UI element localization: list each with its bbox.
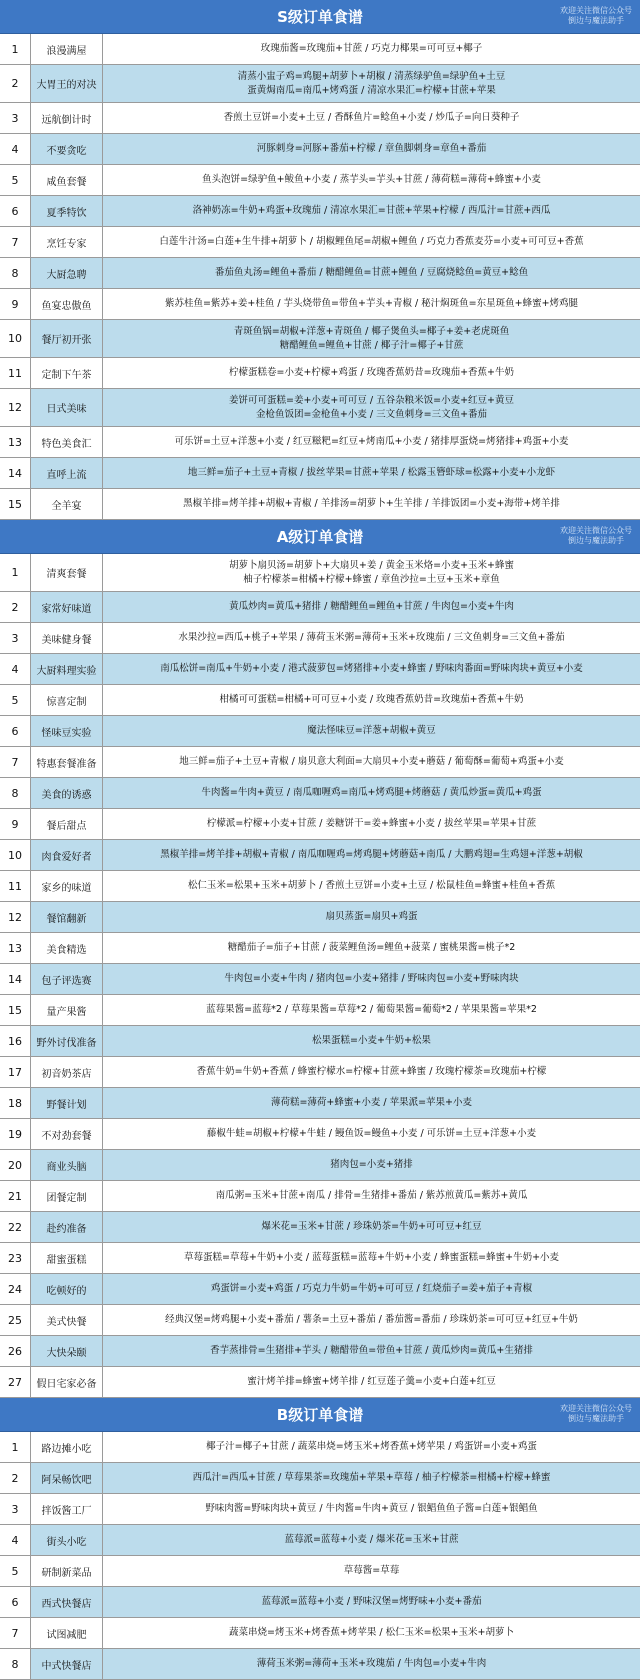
- recipe-row: [0, 1243, 640, 1274]
- recipe-line: 清蒸小盅子鸡=鸡腿+胡萝卜+胡椒 / 清蒸绿驴鱼=绿驴鱼+土豆: [237, 70, 506, 82]
- recipe-list: [103, 1587, 640, 1617]
- order-number: 3: [0, 623, 31, 653]
- order-number: 8: [0, 1649, 31, 1679]
- order-name: 不要贪吃: [31, 134, 103, 164]
- recipe-list: [103, 389, 640, 426]
- recipe-list: [103, 65, 640, 102]
- recipe-list: [103, 623, 640, 653]
- order-number: 26: [0, 1336, 31, 1366]
- recipe-line: 地三鲜=茄子+土豆+青椒 / 扇贝意大利面=大扇贝+小麦+蘑菇 / 葡萄酥=葡萄+鸡蛋+小麦: [179, 756, 564, 767]
- recipe-row: [0, 65, 640, 103]
- recipe-line: 草莓蛋糕=草莓+牛奶+小麦 / 蓝莓蛋糕=蓝莓+牛奶+小麦 / 蜂蜜蛋糕=蜂蜜+牛奶+小麦: [183, 1252, 560, 1263]
- recipe-line: 蓝莓果酱=蓝莓*2 / 草莓果酱=草莓*2 / 葡萄果酱=葡萄*2 / 苹果果酱=苹果*2: [206, 1004, 537, 1015]
- recipe-row: [0, 165, 640, 196]
- recipe-row: [0, 1026, 640, 1057]
- recipe-line: 青斑鱼锅=胡椒+洋葱+青斑鱼 / 椰子煲鱼头=椰子+姜+老虎斑鱼: [233, 325, 510, 337]
- recipe-row: [0, 1274, 640, 1305]
- recipe-row: [0, 427, 640, 458]
- recipe-row: [0, 778, 640, 809]
- recipe-line: 牛肉酱=牛肉+黄豆 / 南瓜咖喱鸡=南瓜+烤鸡腿+烤蘑菇 / 黄瓜炒蛋=黄瓜+鸡蛋: [201, 787, 542, 798]
- recipe-line: 柠檬派=柠檬+小麦+甘蔗 / 姜糖饼干=姜+蜂蜜+小麦 / 拔丝苹果=苹果+甘蔗: [206, 818, 537, 829]
- recipe-list: [103, 1367, 640, 1397]
- order-number: 2: [0, 65, 31, 102]
- recipe-line: 金枪鱼饭团=金枪鱼+小麦 / 三文鱼刺身=三文鱼+番茄: [255, 408, 488, 420]
- order-name: 街头小吃: [31, 1525, 103, 1555]
- order-number: 10: [0, 320, 31, 357]
- recipe-row: [0, 458, 640, 489]
- recipe-row: [0, 1057, 640, 1088]
- recipe-line: 松仁玉米=松果+玉米+胡萝卜 / 香煎土豆饼=小麦+土豆 / 松鼠桂鱼=蜂蜜+桂鱼+香蕉: [187, 880, 556, 891]
- recipe-list: [103, 1243, 640, 1273]
- recipe-line: 柠檬蛋糕卷=小麦+柠檬+鸡蛋 / 玫瑰香蕉奶昔=玫瑰茄+香蕉+牛奶: [228, 367, 514, 378]
- order-name: 美食精选: [31, 933, 103, 963]
- order-name: 假日宅家必备: [31, 1367, 103, 1397]
- recipe-list: [103, 134, 640, 164]
- order-name: 定制下午茶: [31, 358, 103, 388]
- recipe-line: 黄瓜炒肉=黄瓜+猪排 / 糖醋鲤鱼=鲤鱼+甘蔗 / 牛肉包=小麦+牛肉: [229, 601, 514, 612]
- order-name: 研制新菜品: [31, 1556, 103, 1586]
- recipe-line: 松果蛋糕=小麦+牛奶+松果: [312, 1035, 431, 1046]
- recipe-list: [103, 1212, 640, 1242]
- order-name: 日式美味: [31, 389, 103, 426]
- recipe-list: [103, 778, 640, 808]
- order-number: 7: [0, 227, 31, 257]
- order-number: 5: [0, 1556, 31, 1586]
- order-number: 4: [0, 134, 31, 164]
- order-name: 家常好味道: [31, 592, 103, 622]
- watermark: [560, 6, 632, 26]
- order-name: 惊喜定制: [31, 685, 103, 715]
- section-title: B级订单食谱: [276, 1406, 364, 1424]
- recipe-line: 南瓜松饼=南瓜+牛奶+小麦 / 港式菠萝包=烤猪排+小麦+蜂蜜 / 野味肉番面=野味肉块+黄豆+小麦: [160, 663, 583, 674]
- watermark-line: 倒边与魔法助手: [568, 536, 624, 545]
- recipe-row: [0, 685, 640, 716]
- recipe-list: [103, 1026, 640, 1056]
- section-header: [0, 1398, 640, 1432]
- order-name: 不对劲套餐: [31, 1119, 103, 1149]
- order-number: 14: [0, 964, 31, 994]
- recipe-row: [0, 554, 640, 592]
- order-name: 远航倒计时: [31, 103, 103, 133]
- recipe-list: [103, 1556, 640, 1586]
- order-number: 1: [0, 554, 31, 591]
- recipe-line: 草莓酱=草莓: [343, 1565, 400, 1576]
- recipe-row: [0, 1649, 640, 1680]
- order-name: 包子评选赛: [31, 964, 103, 994]
- recipe-row: [0, 358, 640, 389]
- order-name: 中式快餐店: [31, 1649, 103, 1679]
- recipe-row: [0, 196, 640, 227]
- recipe-list: [103, 358, 640, 388]
- recipe-line: 地三鲜=茄子+土豆+青椒 / 拔丝苹果=甘蔗+苹果 / 松露玉簪虾球=松露+小麦+小龙虾: [187, 467, 556, 478]
- order-name: 拌饭酱工厂: [31, 1494, 103, 1524]
- order-number: 15: [0, 995, 31, 1025]
- order-number: 15: [0, 489, 31, 519]
- recipe-line: 爆米花=玉米+甘蔗 / 珍珠奶茶=牛奶+可可豆+红豆: [261, 1221, 482, 1232]
- order-number: 12: [0, 389, 31, 426]
- recipe-line: 魔法怪味豆=洋葱+胡椒+黄豆: [307, 725, 436, 736]
- order-number: 14: [0, 458, 31, 488]
- recipe-line: 河豚刺身=河豚+番茄+柠檬 / 章鱼脚刺身=章鱼+番茄: [256, 143, 487, 154]
- recipe-line: 蜜汁烤羊排=蜂蜜+烤羊排 / 红豆莲子羹=小麦+白莲+红豆: [247, 1376, 496, 1387]
- recipe-row: [0, 933, 640, 964]
- recipe-row: [0, 1181, 640, 1212]
- order-number: 4: [0, 1525, 31, 1555]
- recipe-line: 洛神奶冻=牛奶+鸡蛋+玫瑰茄 / 清凉水果汇=甘蔗+苹果+柠檬 / 西瓜汁=甘蔗+西瓜: [192, 205, 551, 216]
- recipe-row: [0, 654, 640, 685]
- order-name: 餐馆翻新: [31, 902, 103, 932]
- recipe-row: [0, 1556, 640, 1587]
- order-name: 量产果酱: [31, 995, 103, 1025]
- order-number: 8: [0, 258, 31, 288]
- order-number: 2: [0, 592, 31, 622]
- order-number: 12: [0, 902, 31, 932]
- recipe-row: [0, 389, 640, 427]
- order-name: 咸鱼套餐: [31, 165, 103, 195]
- recipe-list: [103, 258, 640, 288]
- order-number: 19: [0, 1119, 31, 1149]
- recipe-list: [103, 1181, 640, 1211]
- recipe-line: 玫瑰茄酱=玫瑰茄+甘蔗 / 巧克力椰果=可可豆+椰子: [260, 43, 483, 54]
- recipe-line: 可乐饼=土豆+洋葱+小麦 / 红豆糍粑=红豆+烤南瓜+小麦 / 猪排厚蛋烧=烤猪排+鸡蛋+小麦: [174, 436, 569, 447]
- order-name: 大胃王的对决: [31, 65, 103, 102]
- recipe-line: 野味肉酱=野味肉块+黄豆 / 牛肉酱=牛肉+黄豆 / 银鲳鱼鱼子酱=白莲+银鲳鱼: [205, 1503, 538, 1514]
- recipe-line: 香煎土豆饼=小麦+土豆 / 香酥鱼片=鲶鱼+小麦 / 炒瓜子=向日葵种子: [223, 112, 520, 123]
- recipe-row: [0, 1212, 640, 1243]
- recipe-row: [0, 747, 640, 778]
- order-name: 初音奶茶店: [31, 1057, 103, 1087]
- recipe-row: [0, 809, 640, 840]
- order-name: 家乡的味道: [31, 871, 103, 901]
- order-name: 阿呆畅饮吧: [31, 1463, 103, 1493]
- order-number: 1: [0, 34, 31, 64]
- order-number: 21: [0, 1181, 31, 1211]
- recipe-list: [103, 1088, 640, 1118]
- recipe-list: [103, 1119, 640, 1149]
- watermark-line: 欢迎关注微信公众号: [560, 526, 632, 535]
- order-number: 4: [0, 654, 31, 684]
- recipe-line: 薄荷糕=薄荷+蜂蜜+小麦 / 苹果派=苹果+小麦: [270, 1097, 473, 1108]
- recipe-line: 黑椒羊排=烤羊排+胡椒+青椒 / 南瓜咖喱鸡=烤鸡腿+烤蘑菇+南瓜 / 大鹏鸡翅=生鸡翅+洋葱+胡椒: [160, 849, 583, 860]
- recipe-line: 南瓜粥=玉米+甘蔗+南瓜 / 排骨=生猪排+番茄 / 紫苏煎黄瓜=紫苏+黄瓜: [215, 1190, 528, 1201]
- recipe-list: [103, 747, 640, 777]
- order-number: 20: [0, 1150, 31, 1180]
- recipe-row: [0, 964, 640, 995]
- order-name: 试图减肥: [31, 1618, 103, 1648]
- order-name: 吃顿好的: [31, 1274, 103, 1304]
- recipe-line: 糖醋茄子=茄子+甘蔗 / 菠菜鲤鱼汤=鲤鱼+菠菜 / 蜜桃果酱=桃子*2: [227, 942, 516, 953]
- recipe-row: [0, 227, 640, 258]
- recipe-line: 蛋黄焗南瓜=南瓜+烤鸡蛋 / 清凉水果汇=柠檬+甘蔗+苹果: [247, 84, 496, 96]
- recipe-list: [103, 489, 640, 519]
- order-number: 10: [0, 840, 31, 870]
- order-name: 怪味豆实验: [31, 716, 103, 746]
- recipe-line: 猪肉包=小麦+猪排: [330, 1159, 413, 1170]
- recipe-list: [103, 902, 640, 932]
- recipe-list: [103, 320, 640, 357]
- recipe-line: 白莲牛汁汤=白莲+生牛排+胡萝卜 / 胡椒鲤鱼尾=胡椒+鲤鱼 / 巧克力香蕉麦芬=小麦+可可豆+香蕉: [159, 236, 584, 247]
- recipe-line: 姜饼可可蛋糕=姜+小麦+可可豆 / 五谷杂粮米饭=小麦+红豆+黄豆: [228, 394, 514, 406]
- recipe-line: 黑椒羊排=烤羊排+胡椒+青椒 / 羊排汤=胡萝卜+生羊排 / 羊排饭团=小麦+海带+烤羊排: [183, 498, 560, 509]
- order-name: 浪漫满屋: [31, 34, 103, 64]
- order-number: 9: [0, 289, 31, 319]
- recipe-row: [0, 1494, 640, 1525]
- recipe-line: 柚子柠檬茶=柑橘+柠檬+蜂蜜 / 章鱼沙拉=土豆+玉米+章鱼: [243, 573, 500, 585]
- order-name: 特惠套餐准备: [31, 747, 103, 777]
- recipe-list: [103, 840, 640, 870]
- recipe-row: [0, 995, 640, 1026]
- order-number: 24: [0, 1274, 31, 1304]
- watermark-line: 欢迎关注微信公众号: [560, 6, 632, 15]
- order-number: 5: [0, 165, 31, 195]
- order-name: 大快朵颐: [31, 1336, 103, 1366]
- recipe-row: [0, 134, 640, 165]
- recipe-line: 鱼头泡饼=绿驴鱼+鲅鱼+小麦 / 蒸芋头=芋头+甘蔗 / 薄荷糕=薄荷+蜂蜜+小麦: [202, 174, 541, 185]
- section-title: A级订单食谱: [276, 528, 364, 546]
- order-name: 路边摊小吃: [31, 1432, 103, 1462]
- recipe-row: [0, 1150, 640, 1181]
- order-number: 6: [0, 196, 31, 226]
- order-number: 25: [0, 1305, 31, 1335]
- recipe-list: [103, 1432, 640, 1462]
- order-number: 6: [0, 716, 31, 746]
- recipe-row: [0, 1463, 640, 1494]
- recipe-row: [0, 1305, 640, 1336]
- order-number: 16: [0, 1026, 31, 1056]
- recipe-list: [103, 809, 640, 839]
- recipe-row: [0, 902, 640, 933]
- order-name: 烹饪专家: [31, 227, 103, 257]
- order-name: 美食的诱惑: [31, 778, 103, 808]
- recipe-list: [103, 995, 640, 1025]
- recipe-list: [103, 289, 640, 319]
- order-name: 大厨料理实验: [31, 654, 103, 684]
- order-name: 夏季特饮: [31, 196, 103, 226]
- recipe-line: 香蕉牛奶=牛奶+香蕉 / 蜂蜜柠檬水=柠檬+甘蔗+蜂蜜 / 玫瑰柠檬茶=玫瑰茄+柠檬: [196, 1066, 547, 1077]
- order-name: 全羊宴: [31, 489, 103, 519]
- recipe-row: [0, 1119, 640, 1150]
- recipe-line: 扇贝蒸蛋=扇贝+鸡蛋: [325, 911, 418, 922]
- recipe-list: [103, 933, 640, 963]
- order-name: 野外讨伐准备: [31, 1026, 103, 1056]
- order-name: 直呼上流: [31, 458, 103, 488]
- recipe-list: [103, 1336, 640, 1366]
- recipe-list: [103, 592, 640, 622]
- recipe-list: [103, 1463, 640, 1493]
- recipe-list: [103, 716, 640, 746]
- order-name: 团餐定制: [31, 1181, 103, 1211]
- recipe-list: [103, 554, 640, 591]
- recipe-list: [103, 1305, 640, 1335]
- order-number: 23: [0, 1243, 31, 1273]
- recipe-line: 紫苏桂鱼=紫苏+姜+桂鱼 / 芋头烧带鱼=带鱼+芋头+青椒 / 秘汁焖斑鱼=东星斑鱼+蜂蜜+烤鸡腿: [164, 298, 579, 309]
- order-number: 11: [0, 358, 31, 388]
- recipe-list: [103, 1274, 640, 1304]
- recipe-list: [103, 871, 640, 901]
- recipe-row: [0, 840, 640, 871]
- recipe-row: [0, 716, 640, 747]
- order-number: 13: [0, 427, 31, 457]
- recipe-row: [0, 1525, 640, 1556]
- order-number: 6: [0, 1587, 31, 1617]
- order-name: 大厨急聘: [31, 258, 103, 288]
- order-name: 清爽套餐: [31, 554, 103, 591]
- recipe-list: [103, 964, 640, 994]
- recipe-list: [103, 427, 640, 457]
- order-number: 8: [0, 778, 31, 808]
- order-name: 商业头脑: [31, 1150, 103, 1180]
- recipe-row: [0, 1367, 640, 1398]
- recipe-row: [0, 1587, 640, 1618]
- recipe-line: 藤椒牛蛙=胡椒+柠檬+牛蛙 / 鳗鱼饭=鳗鱼+小麦 / 可乐饼=土豆+洋葱+小麦: [206, 1128, 537, 1139]
- order-name: 餐后甜点: [31, 809, 103, 839]
- order-number: 5: [0, 685, 31, 715]
- recipe-row: [0, 871, 640, 902]
- order-number: 7: [0, 747, 31, 777]
- watermark: [560, 526, 632, 546]
- recipe-row: [0, 320, 640, 358]
- recipe-line: 椰子汁=椰子+甘蔗 / 蔬菜串烧=烤玉米+烤香蕉+烤苹果 / 鸡蛋饼=小麦+鸡蛋: [206, 1441, 537, 1452]
- watermark-line: 倒边与魔法助手: [568, 16, 624, 25]
- order-number: 7: [0, 1618, 31, 1648]
- recipe-line: 薄荷玉米粥=薄荷+玉米+玫瑰茄 / 牛肉包=小麦+牛肉: [256, 1658, 487, 1669]
- recipe-line: 番茄鱼丸汤=鲤鱼+番茄 / 糖醋鲤鱼=甘蔗+鲤鱼 / 豆腐烧鲶鱼=黄豆+鲶鱼: [214, 267, 529, 278]
- recipe-line: 香芋蒸排骨=生猪排+芋头 / 糖醋带鱼=带鱼+甘蔗 / 黄瓜炒肉=黄瓜+生猪排: [210, 1345, 533, 1356]
- recipe-row: [0, 1336, 640, 1367]
- order-number: 3: [0, 1494, 31, 1524]
- order-number: 18: [0, 1088, 31, 1118]
- recipe-line: 经典汉堡=烤鸡腿+小麦+番茄 / 薯条=土豆+番茄 / 番茄酱=番茄 / 珍珠奶茶=可可豆+红豆+牛奶: [165, 1314, 578, 1325]
- recipe-line: 西瓜汁=西瓜+甘蔗 / 草莓果茶=玫瑰茄+苹果+草莓 / 柚子柠檬茶=柑橘+柠檬+蜂蜜: [192, 1472, 551, 1483]
- recipe-list: [103, 685, 640, 715]
- recipe-line: 胡萝卜扇贝汤=胡萝卜+大扇贝+姜 / 黄金玉米烙=小麦+玉米+蜂蜜: [228, 559, 514, 571]
- recipe-row: [0, 258, 640, 289]
- order-name: 鱼宴忠傲鱼: [31, 289, 103, 319]
- recipe-list: [103, 458, 640, 488]
- recipe-row: [0, 34, 640, 65]
- order-number: 1: [0, 1432, 31, 1462]
- recipe-list: [103, 165, 640, 195]
- recipe-row: [0, 623, 640, 654]
- order-number: 9: [0, 809, 31, 839]
- section-header: [0, 520, 640, 554]
- recipe-row: [0, 289, 640, 320]
- recipe-row: [0, 489, 640, 520]
- recipe-line: 水果沙拉=西瓜+桃子+苹果 / 薄荷玉米粥=薄荷+玉米+玫瑰茄 / 三文鱼刺身=三文鱼+番茄: [178, 632, 565, 643]
- recipe-list: [103, 1649, 640, 1679]
- order-number: 13: [0, 933, 31, 963]
- recipe-line: 柑橘可可蛋糕=柑橘+可可豆+小麦 / 玫瑰香蕉奶昔=玫瑰茄+香蕉+牛奶: [219, 694, 524, 705]
- order-number: 2: [0, 1463, 31, 1493]
- recipe-list: [103, 1494, 640, 1524]
- recipe-row: [0, 1618, 640, 1649]
- recipe-line: 蓝莓派=蓝莓+小麦 / 爆米花=玉米+甘蔗: [284, 1534, 459, 1545]
- order-name: 特色美食汇: [31, 427, 103, 457]
- recipe-row: [0, 1088, 640, 1119]
- recipe-list: [103, 1525, 640, 1555]
- recipe-line: 蓝莓派=蓝莓+小麦 / 野味汉堡=烤野味+小麦+番茄: [261, 1596, 482, 1607]
- order-name: 甜蜜蛋糕: [31, 1243, 103, 1273]
- order-name: 肉食爱好者: [31, 840, 103, 870]
- order-name: 美味健身餐: [31, 623, 103, 653]
- recipe-line: 蔬菜串烧=烤玉米+烤香蕉+烤苹果 / 松仁玉米=松果+玉米+胡萝卜: [228, 1627, 514, 1638]
- order-number: 11: [0, 871, 31, 901]
- recipe-line: 牛肉包=小麦+牛肉 / 猪肉包=小麦+猪排 / 野味肉包=小麦+野味肉块: [224, 973, 519, 984]
- recipe-list: [103, 227, 640, 257]
- recipe-list: [103, 1057, 640, 1087]
- order-name: 美式快餐: [31, 1305, 103, 1335]
- watermark: [560, 1404, 632, 1424]
- watermark-line: 倒边与魔法助手: [568, 1414, 624, 1423]
- recipe-row: [0, 103, 640, 134]
- order-name: 赴约准备: [31, 1212, 103, 1242]
- section-header: [0, 0, 640, 34]
- order-name: 餐厅初开张: [31, 320, 103, 357]
- order-number: 3: [0, 103, 31, 133]
- recipe-row: [0, 592, 640, 623]
- order-number: 22: [0, 1212, 31, 1242]
- watermark-line: 欢迎关注微信公众号: [560, 1404, 632, 1413]
- order-number: 27: [0, 1367, 31, 1397]
- section-title: S级订单食谱: [277, 8, 363, 26]
- recipe-list: [103, 1150, 640, 1180]
- order-name: 西式快餐店: [31, 1587, 103, 1617]
- recipe-list: [103, 103, 640, 133]
- order-name: 野餐计划: [31, 1088, 103, 1118]
- recipe-row: [0, 1432, 640, 1463]
- recipe-list: [103, 1618, 640, 1648]
- recipe-list: [103, 34, 640, 64]
- recipe-line: 糖醋鲤鱼=鲤鱼+甘蔗 / 椰子汁=椰子+甘蔗: [279, 339, 464, 351]
- order-number: 17: [0, 1057, 31, 1087]
- recipe-list: [103, 196, 640, 226]
- recipe-list: [103, 654, 640, 684]
- recipe-line: 鸡蛋饼=小麦+鸡蛋 / 巧克力牛奶=牛奶+可可豆 / 红烧茄子=姜+茄子+青椒: [210, 1283, 533, 1294]
